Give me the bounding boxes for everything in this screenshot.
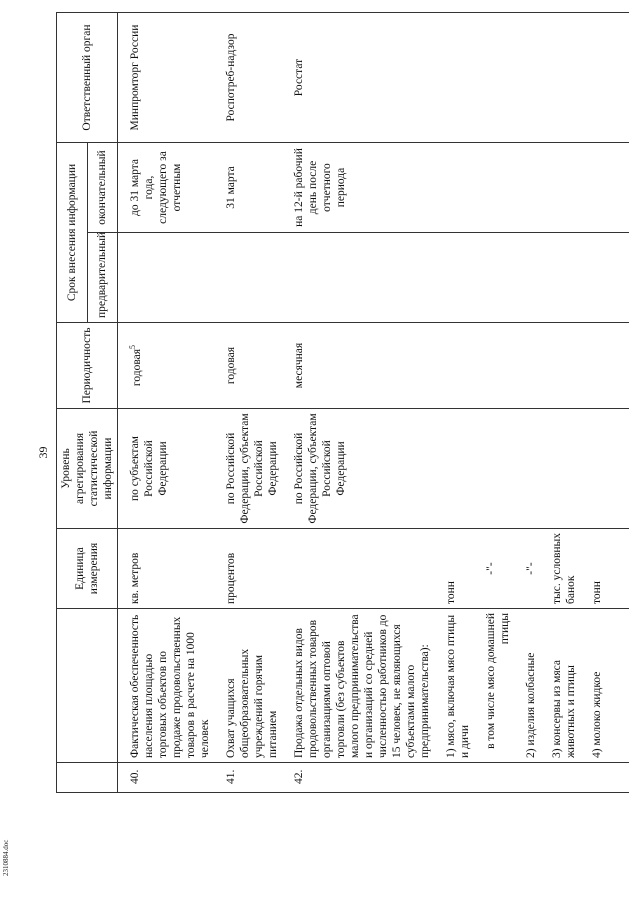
header-indicator — [57, 609, 118, 763]
header-periodicity: Периодичность — [57, 323, 118, 409]
list-item — [434, 13, 474, 793]
subitem-name: в том числе мясо домашней птицы — [474, 609, 514, 763]
subitem-name: 1) мясо, включая мясо птицы и дичи — [434, 609, 474, 763]
table-row — [214, 13, 282, 793]
row-unit: кв. метров — [118, 529, 215, 609]
header-row — [57, 13, 88, 793]
subitem-unit: тыс. условных банок — [540, 529, 580, 609]
row-deadline-final: на 12-й рабочий день после отчетного периода — [282, 143, 434, 233]
row-aggregation: по Российской Федерации, субъектам Российской Федерации — [214, 409, 282, 529]
row-periodicity: месячная — [282, 323, 434, 409]
header-number — [57, 763, 118, 793]
subitem-name: 2) изделия колбасные — [514, 609, 540, 763]
row-indicator: Охват учащихся общеобразовательных учреждений горячим питанием — [214, 609, 282, 763]
row-number: 41. — [214, 763, 282, 793]
list-item — [514, 13, 540, 793]
row-agency: Росстат — [282, 13, 434, 143]
table-row — [282, 13, 434, 793]
list-item — [474, 13, 514, 793]
row-number: 42. — [282, 763, 434, 793]
list-item — [580, 13, 628, 793]
header-agency: Ответственный орган — [57, 13, 118, 143]
row-periodicity — [118, 323, 215, 409]
subitem-name: 3) консервы из мяса животных и птицы — [540, 609, 580, 763]
row-deadline-final: до 31 марта года, следующего за отчетным — [118, 143, 215, 233]
statistics-table — [56, 12, 629, 793]
subitem-name: 4) молоко жидкое — [580, 609, 628, 763]
page-number: 39 — [36, 446, 50, 459]
file-reference: 2310884.doc — [2, 839, 10, 876]
subitem-unit: тонн — [580, 529, 628, 609]
row-deadline-final: 31 марта — [214, 143, 282, 233]
periodicity-text: годовая — [130, 348, 143, 387]
footnote-marker: 5 — [128, 344, 138, 349]
header-unit: Единица измерения — [57, 529, 118, 609]
row-deadline-preliminary — [282, 233, 434, 323]
subitem-unit: тонн — [434, 529, 474, 609]
header-deadline: Срок внесения информации — [57, 143, 88, 323]
list-item — [540, 13, 580, 793]
row-aggregation: по Российской Федерации, субъектам Российской Федерации — [282, 409, 434, 529]
row-indicator: Продажа отдельных видов продовольственных товаров организациями оптовой торговли (без субъектов малого предпринимательства и организаций со средней численностью работников до 15 человек, не являющихся субъектами малого предпринимательства): — [282, 609, 434, 763]
row-aggregation: по субъектам Российской Федерации — [118, 409, 215, 529]
row-periodicity: годовая — [214, 323, 282, 409]
header-aggregation: Уровень агрегирования статистической информации — [57, 409, 118, 529]
row-agency: Минпромторг России — [118, 13, 215, 143]
row-deadline-preliminary — [214, 233, 282, 323]
row-indicator: Фактическая обеспеченность населения площадью торговых объектов по продаже продовольственных товаров в расчете на 1000 человек — [118, 609, 215, 763]
row-unit — [282, 529, 434, 609]
subitem-unit: -"- — [474, 529, 514, 609]
row-number: 40. — [118, 763, 215, 793]
row-agency: Роспотреб-надзор — [214, 13, 282, 143]
header-deadline-preliminary: предварительный — [87, 233, 118, 323]
subitem-unit: -"- — [514, 529, 540, 609]
row-unit: процентов — [214, 529, 282, 609]
row-deadline-preliminary — [118, 233, 215, 323]
header-deadline-final: окончательный — [87, 143, 118, 233]
table-row — [118, 13, 215, 793]
